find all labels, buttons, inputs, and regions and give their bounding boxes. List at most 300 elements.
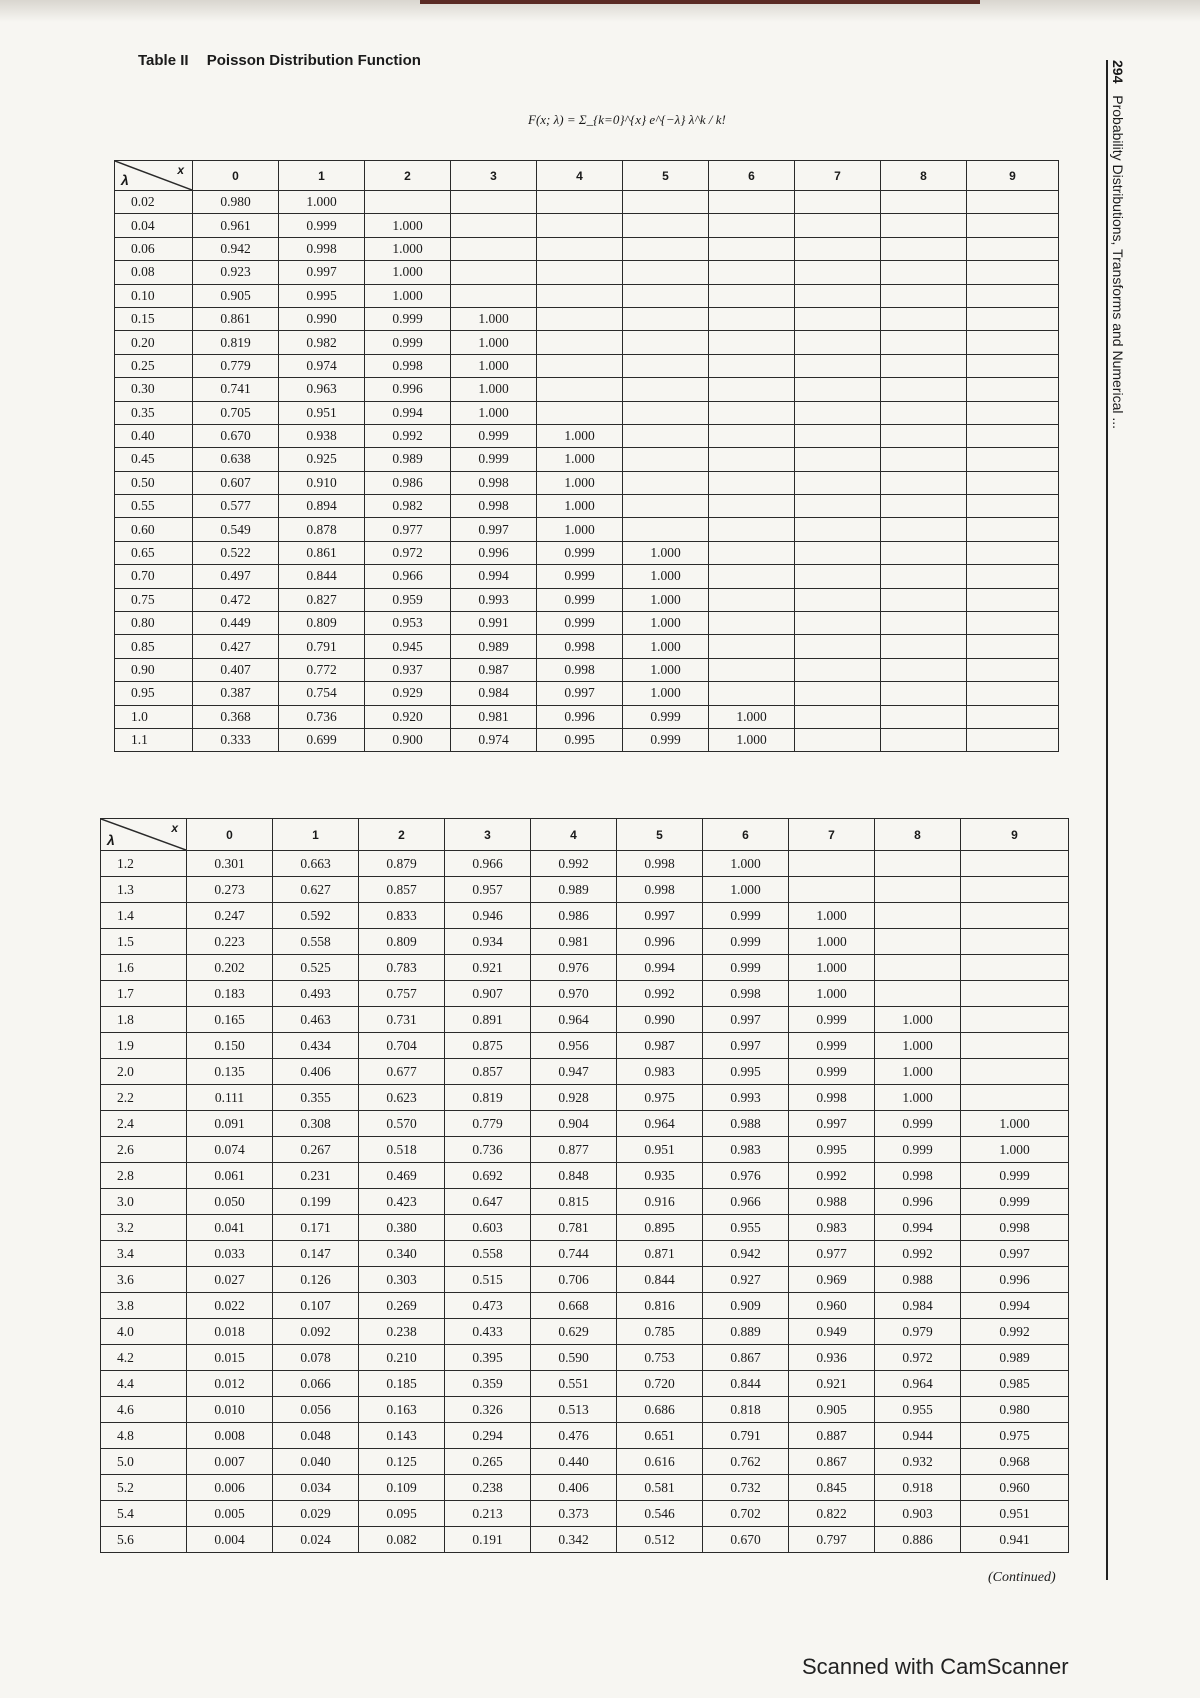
probability-cell	[881, 214, 967, 237]
table-row	[115, 612, 1059, 635]
probability-cell	[961, 903, 1069, 929]
corner-lambda-label: λ	[121, 172, 129, 188]
probability-cell	[795, 588, 881, 611]
probability-cell: 0.029	[273, 1501, 359, 1527]
probability-cell	[789, 851, 875, 877]
probability-cell	[881, 541, 967, 564]
probability-cell: 0.165	[187, 1007, 273, 1033]
probability-cell	[795, 471, 881, 494]
probability-cell	[961, 1007, 1069, 1033]
table-row	[115, 214, 1059, 237]
probability-cell: 0.998	[279, 237, 365, 260]
probability-cell: 0.213	[445, 1501, 531, 1527]
probability-cell: 0.966	[445, 851, 531, 877]
lambda-cell: 0.65	[115, 541, 193, 564]
probability-cell: 0.998	[789, 1085, 875, 1111]
probability-cell	[623, 331, 709, 354]
probability-cell: 1.000	[451, 378, 537, 401]
probability-cell: 0.989	[531, 877, 617, 903]
probability-cell: 0.387	[193, 682, 279, 705]
table-row	[101, 1163, 1069, 1189]
probability-cell	[623, 448, 709, 471]
probability-cell: 0.592	[273, 903, 359, 929]
probability-cell: 0.993	[703, 1085, 789, 1111]
probability-cell: 0.781	[531, 1215, 617, 1241]
probability-cell: 0.996	[537, 705, 623, 728]
column-header: 7	[795, 161, 881, 191]
table-row	[115, 401, 1059, 424]
probability-cell: 0.616	[617, 1449, 703, 1475]
probability-cell: 0.238	[445, 1475, 531, 1501]
table-row	[115, 378, 1059, 401]
probability-cell: 0.048	[273, 1423, 359, 1449]
probability-cell: 0.996	[617, 929, 703, 955]
probability-cell: 0.340	[359, 1241, 445, 1267]
probability-cell: 0.904	[531, 1111, 617, 1137]
table-row	[101, 1033, 1069, 1059]
probability-cell: 0.972	[365, 541, 451, 564]
probability-cell: 0.959	[365, 588, 451, 611]
probability-cell: 1.000	[623, 541, 709, 564]
probability-cell: 0.895	[617, 1215, 703, 1241]
probability-cell: 0.670	[703, 1527, 789, 1553]
probability-cell: 0.107	[273, 1293, 359, 1319]
probability-cell: 0.987	[451, 658, 537, 681]
probability-cell: 0.819	[445, 1085, 531, 1111]
probability-cell: 0.999	[961, 1163, 1069, 1189]
column-header: 9	[967, 161, 1059, 191]
probability-cell: 0.976	[703, 1163, 789, 1189]
probability-cell: 0.191	[445, 1527, 531, 1553]
probability-cell: 0.983	[617, 1059, 703, 1085]
probability-cell: 0.999	[703, 903, 789, 929]
probability-cell	[881, 518, 967, 541]
probability-cell: 0.238	[359, 1319, 445, 1345]
probability-cell: 0.476	[531, 1423, 617, 1449]
probability-cell	[961, 1033, 1069, 1059]
column-header: 4	[531, 819, 617, 851]
probability-cell: 0.303	[359, 1267, 445, 1293]
probability-cell: 0.871	[617, 1241, 703, 1267]
probability-cell: 0.975	[617, 1085, 703, 1111]
probability-cell: 0.040	[273, 1449, 359, 1475]
probability-cell: 0.754	[279, 682, 365, 705]
probability-cell	[881, 307, 967, 330]
table-row	[115, 635, 1059, 658]
probability-cell: 0.706	[531, 1267, 617, 1293]
probability-cell: 0.056	[273, 1397, 359, 1423]
lambda-cell: 2.0	[101, 1059, 187, 1085]
probability-cell	[967, 237, 1059, 260]
probability-cell	[795, 705, 881, 728]
table-row	[115, 261, 1059, 284]
corner-cell	[115, 161, 193, 191]
probability-cell	[875, 877, 961, 903]
header-row	[101, 819, 1069, 851]
probability-cell: 0.966	[703, 1189, 789, 1215]
probability-cell: 0.603	[445, 1215, 531, 1241]
probability-cell: 0.977	[365, 518, 451, 541]
probability-cell	[709, 191, 795, 214]
probability-cell: 0.210	[359, 1345, 445, 1371]
probability-cell: 0.326	[445, 1397, 531, 1423]
probability-cell	[623, 237, 709, 260]
probability-cell	[967, 261, 1059, 284]
probability-cell: 0.998	[703, 981, 789, 1007]
probability-cell: 0.997	[279, 261, 365, 284]
probability-cell: 1.000	[709, 728, 795, 751]
lambda-cell: 3.0	[101, 1189, 187, 1215]
probability-cell	[881, 635, 967, 658]
probability-cell: 0.982	[279, 331, 365, 354]
probability-cell	[451, 214, 537, 237]
probability-cell: 0.889	[703, 1319, 789, 1345]
probability-cell	[881, 448, 967, 471]
probability-cell: 0.999	[875, 1137, 961, 1163]
lambda-cell: 0.85	[115, 635, 193, 658]
probability-cell: 0.702	[703, 1501, 789, 1527]
probability-cell: 1.000	[875, 1059, 961, 1085]
probability-cell: 0.989	[961, 1345, 1069, 1371]
table-row	[115, 728, 1059, 751]
probability-cell: 0.960	[789, 1293, 875, 1319]
probability-cell	[709, 331, 795, 354]
probability-cell	[537, 401, 623, 424]
table-row	[101, 877, 1069, 903]
column-header: 0	[193, 161, 279, 191]
probability-cell: 0.008	[187, 1423, 273, 1449]
lambda-cell: 1.5	[101, 929, 187, 955]
probability-cell: 0.951	[961, 1501, 1069, 1527]
table-row	[115, 237, 1059, 260]
probability-cell: 0.998	[451, 471, 537, 494]
table-row	[101, 1371, 1069, 1397]
probability-cell	[795, 612, 881, 635]
table-row	[101, 1241, 1069, 1267]
probability-cell	[881, 331, 967, 354]
probability-cell: 0.570	[359, 1111, 445, 1137]
probability-cell: 0.809	[279, 612, 365, 635]
probability-cell: 0.999	[623, 728, 709, 751]
probability-cell	[709, 307, 795, 330]
probability-cell: 0.996	[875, 1189, 961, 1215]
probability-cell: 0.921	[445, 955, 531, 981]
probability-cell: 0.867	[703, 1345, 789, 1371]
poisson-table-bottom	[100, 818, 1069, 1553]
probability-cell: 0.925	[279, 448, 365, 471]
probability-cell	[623, 214, 709, 237]
probability-cell: 0.513	[531, 1397, 617, 1423]
probability-cell	[795, 424, 881, 447]
probability-cell: 0.125	[359, 1449, 445, 1475]
probability-cell: 1.000	[703, 851, 789, 877]
probability-cell: 0.590	[531, 1345, 617, 1371]
probability-cell	[365, 191, 451, 214]
probability-cell	[967, 495, 1059, 518]
probability-cell: 0.999	[365, 307, 451, 330]
probability-cell	[967, 214, 1059, 237]
table-row	[101, 851, 1069, 877]
probability-cell	[795, 284, 881, 307]
probability-cell: 1.000	[451, 331, 537, 354]
probability-cell: 0.921	[789, 1371, 875, 1397]
probability-cell: 0.150	[187, 1033, 273, 1059]
probability-cell: 0.932	[875, 1449, 961, 1475]
probability-cell: 1.000	[961, 1137, 1069, 1163]
probability-cell: 0.910	[279, 471, 365, 494]
probability-cell: 0.992	[531, 851, 617, 877]
poisson-table-top	[114, 160, 1059, 752]
probability-cell: 0.961	[193, 214, 279, 237]
table-row	[115, 471, 1059, 494]
table-row	[101, 1137, 1069, 1163]
probability-cell: 0.957	[445, 877, 531, 903]
probability-cell	[537, 378, 623, 401]
probability-cell	[623, 307, 709, 330]
probability-cell: 0.705	[193, 401, 279, 424]
probability-cell: 0.265	[445, 1449, 531, 1475]
probability-cell: 0.964	[531, 1007, 617, 1033]
table-row	[115, 658, 1059, 681]
probability-cell: 0.999	[789, 1033, 875, 1059]
column-header: 5	[617, 819, 703, 851]
probability-cell	[451, 191, 537, 214]
probability-cell: 0.981	[451, 705, 537, 728]
probability-cell: 0.983	[703, 1137, 789, 1163]
probability-cell	[881, 354, 967, 377]
lambda-cell: 0.40	[115, 424, 193, 447]
probability-cell: 0.731	[359, 1007, 445, 1033]
lambda-cell: 3.4	[101, 1241, 187, 1267]
probability-cell: 0.061	[187, 1163, 273, 1189]
probability-cell: 0.968	[961, 1449, 1069, 1475]
probability-cell: 0.944	[875, 1423, 961, 1449]
probability-cell: 1.000	[365, 284, 451, 307]
probability-cell: 0.741	[193, 378, 279, 401]
probability-cell	[623, 401, 709, 424]
probability-cell: 0.975	[961, 1423, 1069, 1449]
probability-cell: 0.999	[789, 1007, 875, 1033]
probability-cell	[881, 191, 967, 214]
table-row	[115, 565, 1059, 588]
probability-cell	[967, 612, 1059, 635]
probability-cell: 0.663	[273, 851, 359, 877]
table-row	[101, 903, 1069, 929]
probability-cell: 0.994	[875, 1215, 961, 1241]
cdf-formula: F(x; λ) = Σ_{k=0}^{x} e^{−λ} λ^k / k!	[528, 112, 726, 127]
table-row	[115, 284, 1059, 307]
lambda-cell: 1.4	[101, 903, 187, 929]
probability-cell: 0.522	[193, 541, 279, 564]
probability-cell: 0.977	[789, 1241, 875, 1267]
probability-cell: 0.995	[537, 728, 623, 751]
probability-cell: 0.945	[365, 635, 451, 658]
table-row	[101, 1293, 1069, 1319]
probability-cell	[537, 191, 623, 214]
margin-rule	[1106, 60, 1108, 1580]
probability-cell	[795, 307, 881, 330]
probability-cell: 0.095	[359, 1501, 445, 1527]
probability-cell: 0.791	[703, 1423, 789, 1449]
probability-cell	[875, 851, 961, 877]
lambda-cell: 1.2	[101, 851, 187, 877]
probability-cell: 0.720	[617, 1371, 703, 1397]
probability-cell: 0.433	[445, 1319, 531, 1345]
probability-cell: 1.000	[789, 929, 875, 955]
probability-cell	[881, 261, 967, 284]
probability-cell: 0.273	[187, 877, 273, 903]
probability-cell: 0.380	[359, 1215, 445, 1241]
probability-cell: 0.995	[789, 1137, 875, 1163]
probability-cell: 0.359	[445, 1371, 531, 1397]
probability-cell: 0.525	[273, 955, 359, 981]
probability-cell: 0.772	[279, 658, 365, 681]
probability-cell: 0.736	[445, 1137, 531, 1163]
lambda-cell: 0.95	[115, 682, 193, 705]
probability-cell	[881, 565, 967, 588]
probability-cell: 0.111	[187, 1085, 273, 1111]
probability-cell: 0.879	[359, 851, 445, 877]
probability-cell: 0.938	[279, 424, 365, 447]
probability-cell: 0.974	[451, 728, 537, 751]
probability-cell	[795, 331, 881, 354]
lambda-cell: 0.55	[115, 495, 193, 518]
lambda-cell: 1.0	[115, 705, 193, 728]
probability-cell: 1.000	[365, 261, 451, 284]
probability-cell	[537, 261, 623, 284]
probability-cell: 0.822	[789, 1501, 875, 1527]
probability-cell: 0.999	[623, 705, 709, 728]
probability-cell: 0.999	[703, 955, 789, 981]
probability-cell: 0.964	[875, 1371, 961, 1397]
probability-cell	[875, 981, 961, 1007]
table-row	[115, 495, 1059, 518]
probability-cell: 0.980	[193, 191, 279, 214]
probability-cell: 0.473	[445, 1293, 531, 1319]
probability-cell: 0.992	[617, 981, 703, 1007]
probability-cell: 0.999	[451, 448, 537, 471]
probability-cell: 0.992	[789, 1163, 875, 1189]
column-header: 0	[187, 819, 273, 851]
probability-cell: 0.607	[193, 471, 279, 494]
probability-cell	[709, 565, 795, 588]
table-row	[101, 1397, 1069, 1423]
table-row	[101, 1085, 1069, 1111]
probability-cell: 0.015	[187, 1345, 273, 1371]
header-row	[115, 161, 1059, 191]
column-header: 6	[703, 819, 789, 851]
table-label: Table II	[138, 52, 189, 69]
probability-cell: 0.005	[187, 1501, 273, 1527]
probability-cell: 1.000	[875, 1007, 961, 1033]
probability-cell: 0.999	[537, 588, 623, 611]
probability-cell: 0.992	[365, 424, 451, 447]
probability-cell	[623, 495, 709, 518]
probability-cell: 0.651	[617, 1423, 703, 1449]
probability-cell	[967, 518, 1059, 541]
probability-cell	[623, 378, 709, 401]
probability-cell: 0.581	[617, 1475, 703, 1501]
probability-cell	[709, 424, 795, 447]
probability-cell: 1.000	[451, 354, 537, 377]
probability-cell: 0.294	[445, 1423, 531, 1449]
lambda-cell: 0.75	[115, 588, 193, 611]
probability-cell: 0.066	[273, 1371, 359, 1397]
probability-cell: 0.171	[273, 1215, 359, 1241]
lambda-cell: 0.30	[115, 378, 193, 401]
column-header: 8	[875, 819, 961, 851]
probability-cell: 0.558	[273, 929, 359, 955]
probability-cell: 0.998	[961, 1215, 1069, 1241]
probability-cell: 0.877	[531, 1137, 617, 1163]
table-row	[101, 1267, 1069, 1293]
probability-cell: 0.308	[273, 1111, 359, 1137]
probability-cell	[709, 214, 795, 237]
probability-cell: 0.927	[703, 1267, 789, 1293]
probability-cell: 1.000	[537, 424, 623, 447]
probability-cell: 0.440	[531, 1449, 617, 1475]
probability-cell	[967, 658, 1059, 681]
probability-cell: 0.395	[445, 1345, 531, 1371]
probability-cell	[881, 612, 967, 635]
probability-cell: 0.867	[789, 1449, 875, 1475]
probability-cell	[623, 284, 709, 307]
probability-cell	[875, 903, 961, 929]
probability-cell: 0.969	[789, 1267, 875, 1293]
lambda-cell: 1.7	[101, 981, 187, 1007]
probability-cell: 0.999	[537, 541, 623, 564]
table-row	[101, 1527, 1069, 1553]
probability-cell: 0.744	[531, 1241, 617, 1267]
probability-cell: 1.000	[537, 518, 623, 541]
probability-cell: 0.355	[273, 1085, 359, 1111]
probability-cell	[967, 565, 1059, 588]
probability-cell: 0.998	[451, 495, 537, 518]
continued-note: (Continued)	[988, 1570, 1056, 1585]
scanner-watermark: Scanned with CamScanner	[802, 1654, 1069, 1679]
probability-cell: 0.833	[359, 903, 445, 929]
lambda-cell: 1.3	[101, 877, 187, 903]
lambda-cell: 2.4	[101, 1111, 187, 1137]
probability-cell	[967, 284, 1059, 307]
column-header: 4	[537, 161, 623, 191]
probability-cell: 0.497	[193, 565, 279, 588]
probability-cell: 0.999	[703, 929, 789, 955]
probability-cell: 0.797	[789, 1527, 875, 1553]
column-header: 2	[365, 161, 451, 191]
probability-cell: 0.677	[359, 1059, 445, 1085]
table-name: Poisson Distribution Function	[206, 52, 421, 69]
probability-cell: 0.091	[187, 1111, 273, 1137]
probability-cell	[967, 682, 1059, 705]
probability-cell: 0.757	[359, 981, 445, 1007]
probability-cell: 0.992	[961, 1319, 1069, 1345]
probability-cell: 0.998	[537, 635, 623, 658]
probability-cell: 0.998	[617, 877, 703, 903]
probability-cell: 0.844	[279, 565, 365, 588]
probability-cell: 0.022	[187, 1293, 273, 1319]
probability-cell: 0.998	[617, 851, 703, 877]
probability-cell: 0.916	[617, 1189, 703, 1215]
probability-cell: 0.976	[531, 955, 617, 981]
probability-cell	[709, 635, 795, 658]
probability-cell: 0.074	[187, 1137, 273, 1163]
page-number: 294	[1110, 60, 1126, 84]
probability-cell: 0.966	[365, 565, 451, 588]
probability-cell: 0.515	[445, 1267, 531, 1293]
probability-cell: 0.980	[961, 1397, 1069, 1423]
probability-cell: 0.638	[193, 448, 279, 471]
